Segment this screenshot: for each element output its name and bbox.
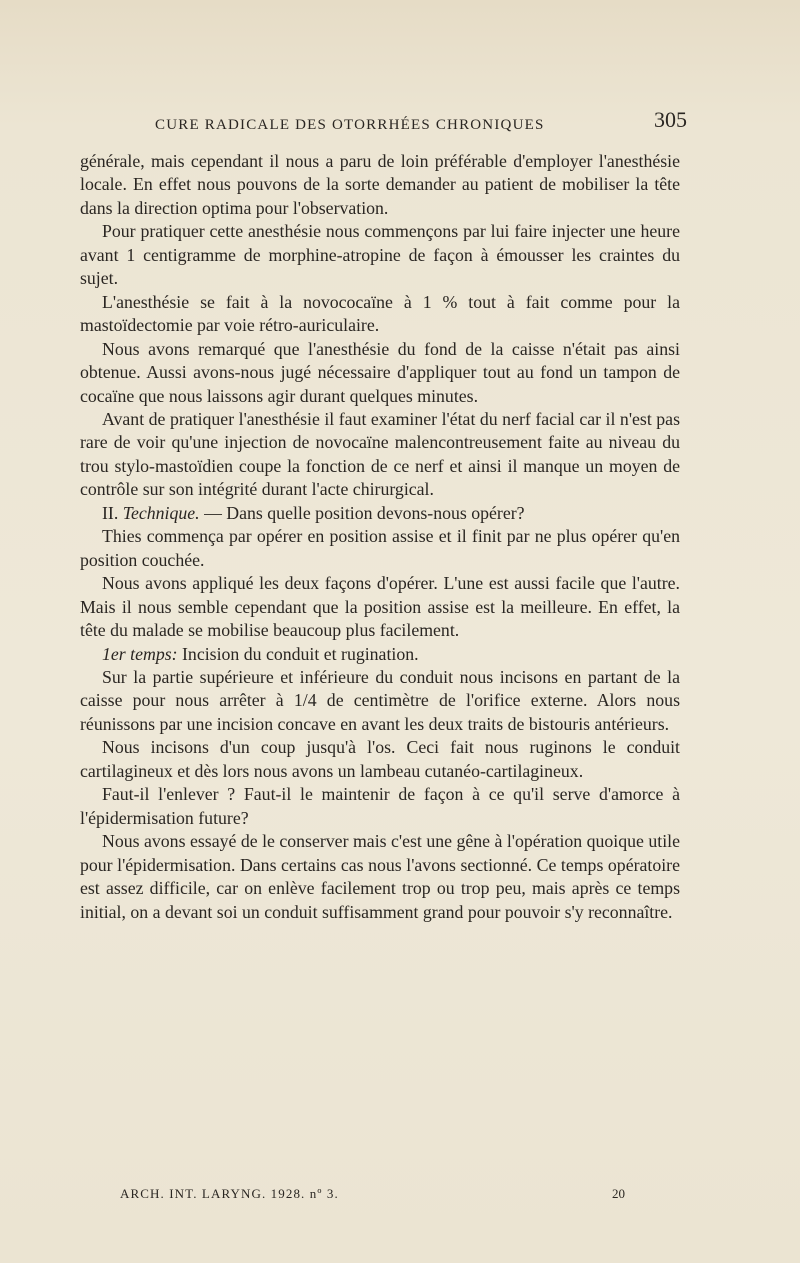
signature-mark: 20 bbox=[612, 1186, 625, 1201]
step-label: 1er temps: bbox=[102, 643, 178, 664]
section-heading-technique bbox=[80, 502, 680, 525]
section-question: — Dans quelle position devons-nous opérer? bbox=[199, 502, 525, 523]
page-number: 305 bbox=[654, 107, 687, 132]
page-footer bbox=[120, 1186, 625, 1208]
section-number: II. bbox=[102, 502, 123, 523]
paragraph-11: Nous incisons d'un coup jusqu'à l'os. Ceci fait nous ruginons le conduit cartilagineux et dès lors nous avons un lambeau cutanéo-cartilagineux. bbox=[80, 737, 680, 781]
page-header bbox=[155, 106, 687, 142]
paragraph-13: Nous avons essayé de le conserver mais c'est une gêne à l'opération quoique utile pour l'épidermisation. Dans certains cas nous l'avons sectionné. Ce temps opératoire est assez difficile, car on enlève facilement trop ou trop peu, mais après ce temps initial, on a devant soi un conduit suffisamment grand pour pouvoir s'y reconnaître. bbox=[80, 831, 680, 922]
paragraph-1: générale, mais cependant il nous a paru de loin préférable d'employer l'anesthésie locale. En effet nous pouvons de la sorte demander au patient de mobiliser la tête dans la direction optima pour l'observation. bbox=[80, 151, 680, 218]
step-heading-first bbox=[80, 643, 680, 666]
step-title: Incision du conduit et rugination. bbox=[177, 643, 419, 664]
paragraph-7: Thies commença par opérer en position assise et il finit par ne plus opérer qu'en position couchée. bbox=[80, 526, 680, 570]
paragraph-8: Nous avons appliqué les deux façons d'opérer. L'une est aussi facile que l'autre. Mais il nous semble cependant que la position assise est la meilleure. En effet, la tête du malade se mobilise beaucoup plus facilement. bbox=[80, 573, 680, 641]
paragraph-2: Pour pratiquer cette anesthésie nous commençons par lui faire injecter une heure avant 1 centigramme de morphine-atropine de façon à émousser les craintes du sujet. bbox=[80, 221, 680, 289]
body-text bbox=[80, 150, 680, 924]
paragraph-5: Avant de pratiquer l'anesthésie il faut examiner l'état du nerf facial car il n'est pas rare de voir qu'une injection de novocaïne malencontreusement faite au niveau du trou stylo-mastoïdien coupe la fonction de ce nerf et ainsi il manque un moyen de contrôle sur son intégrité durant l'acte chirurgical. bbox=[80, 408, 680, 500]
paragraph-12: Faut-il l'enlever ? Faut-il le maintenir de façon à ce qu'il serve d'amorce à l'épidermisation future? bbox=[80, 784, 680, 828]
paragraph-10: Sur la partie supérieure et inférieure du conduit nous incisons en partant de la caisse pour nous arrêter à 1/4 de centimètre de l'orifice externe. Alors nous réunissons par une incision concave en avant les deux traits de bistouris antérieurs. bbox=[80, 666, 680, 734]
section-title: Technique. bbox=[122, 502, 200, 523]
paragraph-4: Nous avons remarqué que l'anesthésie du fond de la caisse n'était pas ainsi obtenue. Aussi avons-nous jugé nécessaire d'appliquer tout au fond un tampon de cocaïne que nous laissons agir durant quelques minutes. bbox=[80, 338, 680, 406]
paragraph-3: L'anesthésie se fait à la novococaïne à 1 % tout à fait comme pour la mastoïdectomie par voie rétro-auriculaire. bbox=[80, 291, 680, 336]
journal-reference: ARCH. INT. LARYNG. 1928. nº 3. bbox=[120, 1186, 339, 1201]
running-head: CURE RADICALE DES OTORRHÉES CHRONIQUES bbox=[155, 117, 545, 133]
